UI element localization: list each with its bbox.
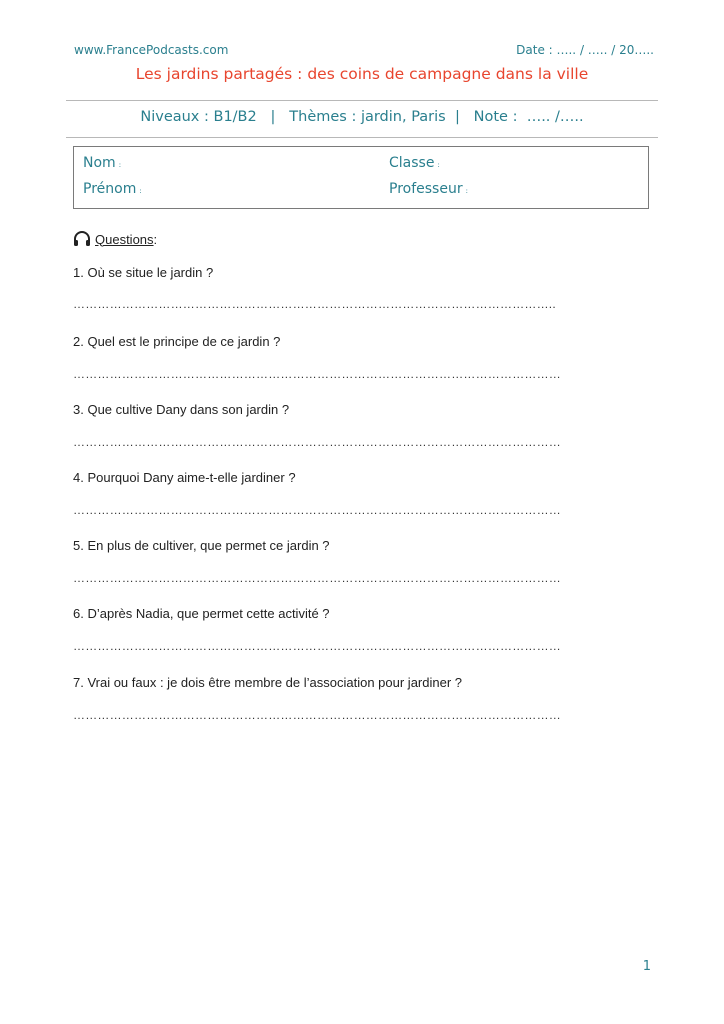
- question-2: 2. Quel est le principe de ce jardin ?: [73, 334, 281, 349]
- nom-colon: :: [118, 161, 122, 169]
- answer-line-6[interactable]: …………………………………………………………………………………………………………: [73, 639, 561, 653]
- answer-line-7[interactable]: …………………………………………………………………………………………………………: [73, 708, 561, 722]
- top-divider: [66, 100, 658, 101]
- site-url: www.FrancePodcasts.com: [74, 43, 229, 57]
- classe-colon: :: [437, 161, 440, 169]
- classe-field: [389, 155, 440, 171]
- date-field: Date : ….. / ….. / 20…..: [516, 43, 654, 57]
- nom-field: [83, 155, 121, 171]
- answer-line-2[interactable]: …………………………………………………………………………………………………………: [73, 367, 561, 381]
- questions-suffix: :: [153, 231, 158, 247]
- levels-line: Niveaux : B1/B2 | Thèmes : jardin, Paris | Note : ….. /…..: [140, 109, 584, 125]
- professeur-colon: :: [465, 187, 468, 195]
- student-info-box: [73, 146, 649, 209]
- prenom-colon: :: [139, 187, 142, 195]
- questions-header: [73, 231, 157, 247]
- question-3: 3. Que cultive Dany dans son jardin ?: [73, 402, 290, 417]
- page-number: 1: [642, 959, 651, 974]
- question-5: 5. En plus de cultiver, que permet ce jardin ?: [73, 538, 330, 553]
- page-title: Les jardins partagés : des coins de campagne dans la ville: [135, 65, 589, 83]
- classe-label: Classe: [389, 155, 435, 171]
- bottom-divider: [66, 137, 658, 138]
- answer-line-4[interactable]: …………………………………………………………………………………………………………: [73, 503, 561, 517]
- headphones-icon: [73, 231, 91, 247]
- question-4: 4. Pourquoi Dany aime-t-elle jardiner ?: [73, 470, 296, 485]
- answer-line-5[interactable]: …………………………………………………………………………………………………………: [73, 571, 561, 585]
- answer-line-3[interactable]: …………………………………………………………………………………………………………: [73, 435, 561, 449]
- prenom-field: [83, 181, 142, 197]
- professeur-field: [389, 181, 468, 197]
- nom-label: Nom: [83, 155, 116, 171]
- answer-line-1[interactable]: ………………………………………………………………………………………………………..: [73, 297, 556, 311]
- professeur-label: Professeur: [389, 181, 463, 197]
- question-6: 6. D’après Nadia, que permet cette activité ?: [73, 606, 330, 621]
- question-1: 1. Où se situe le jardin ?: [73, 265, 214, 280]
- prenom-label: Prénom: [83, 181, 137, 197]
- questions-label: Questions: [95, 231, 154, 247]
- question-7: 7. Vrai ou faux : je dois être membre de l’association pour jardiner ?: [73, 675, 462, 690]
